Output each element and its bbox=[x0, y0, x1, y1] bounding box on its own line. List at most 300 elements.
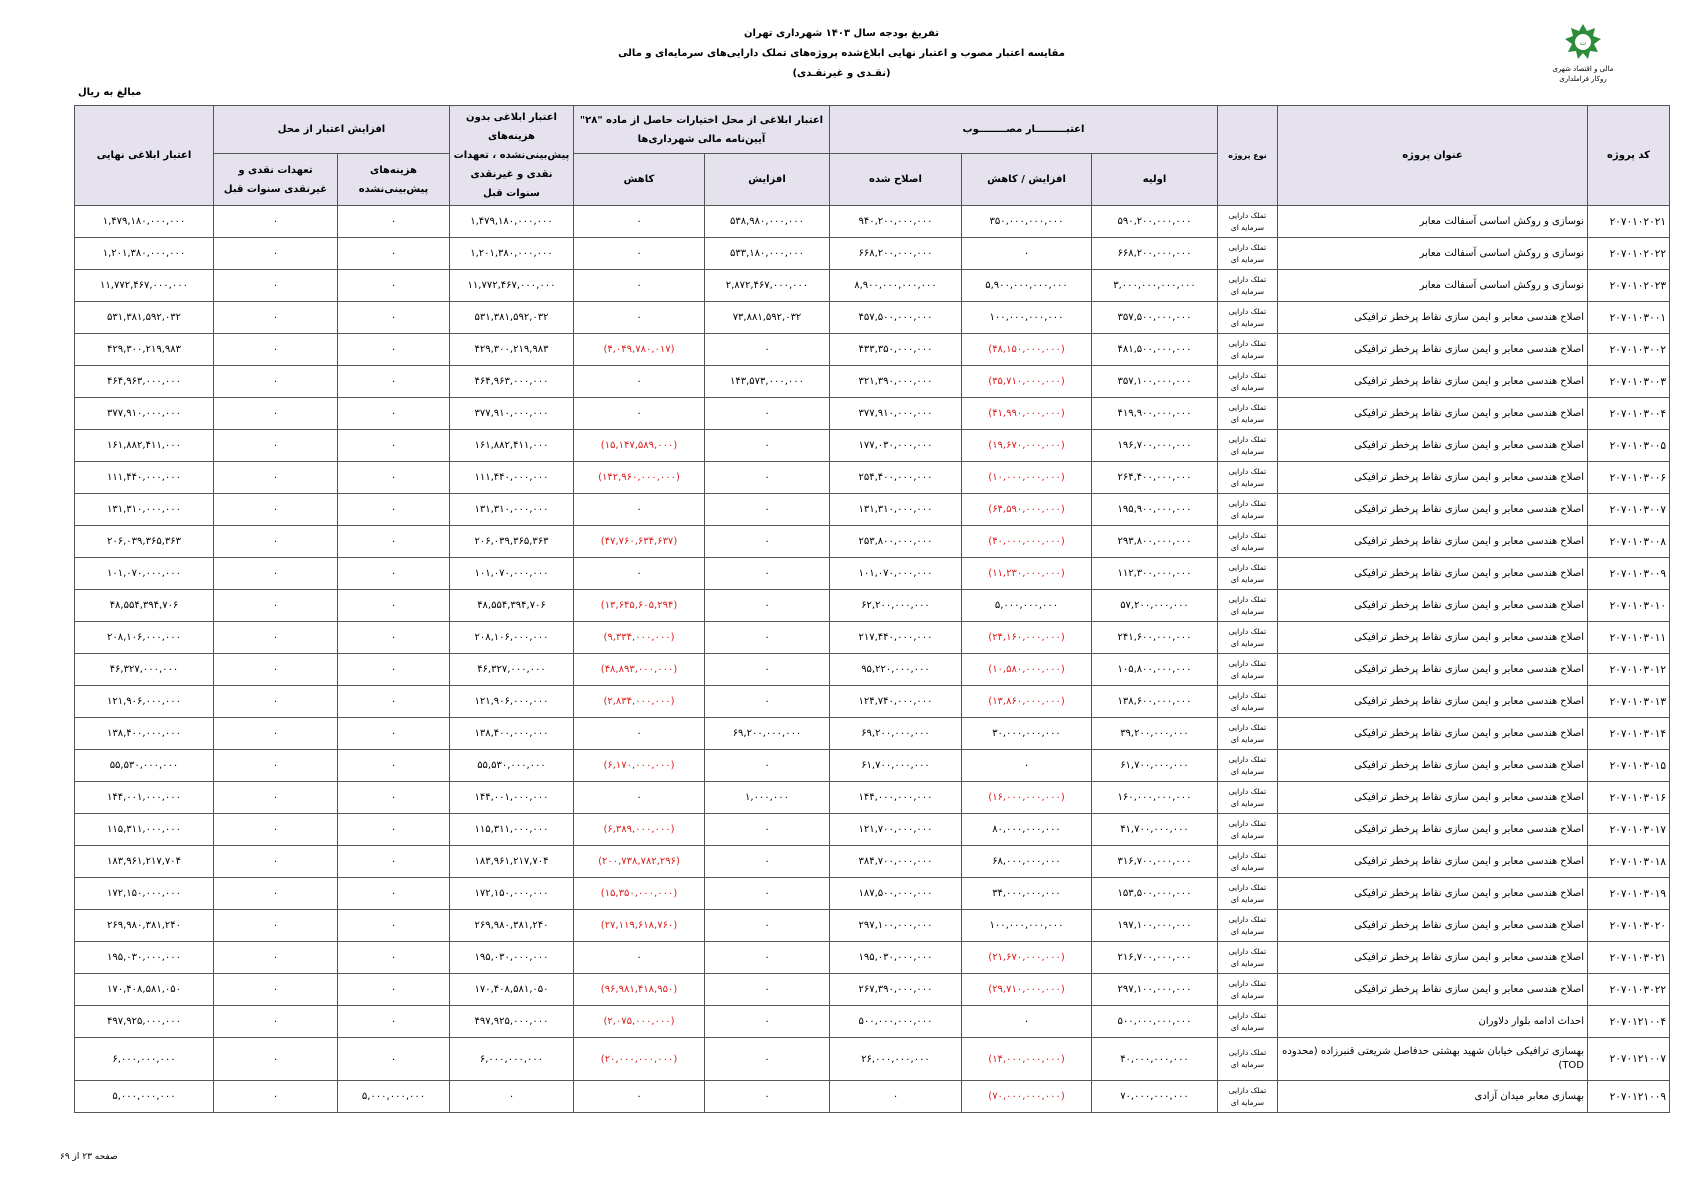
project-code-cell: ۲۰۷۰۱۲۱۰۰۷ bbox=[1588, 1038, 1670, 1081]
report-header bbox=[0, 24, 1683, 84]
header-revised: اصلاح شده bbox=[830, 154, 962, 206]
project-title-cell: اصلاح هندسی معابر و ایمن سازی نقاط پرخطر ترافیکی bbox=[1278, 398, 1588, 430]
unforeseen-costs-cell: ۰ bbox=[338, 910, 450, 942]
prior-commitments-cell: ۰ bbox=[214, 1038, 338, 1081]
initial-credit-cell: ۱۹۵,۹۰۰,۰۰۰,۰۰۰ bbox=[1092, 494, 1218, 526]
project-code-cell: ۲۰۷۰۱۰۳۰۱۲ bbox=[1588, 654, 1670, 686]
project-code-cell: ۲۰۷۰۱۰۳۰۲۰ bbox=[1588, 910, 1670, 942]
final-credit-cell: ۱۶۱,۸۸۲,۴۱۱,۰۰۰ bbox=[75, 430, 214, 462]
table-row bbox=[75, 238, 1670, 270]
notified-excluding-cell: ۱۳۱,۳۱۰,۰۰۰,۰۰۰ bbox=[450, 494, 574, 526]
unforeseen-costs-cell: ۰ bbox=[338, 366, 450, 398]
final-credit-cell: ۱۹۵,۰۳۰,۰۰۰,۰۰۰ bbox=[75, 942, 214, 974]
table-row bbox=[75, 366, 1670, 398]
notified-excluding-cell: ۵۵,۵۳۰,۰۰۰,۰۰۰ bbox=[450, 750, 574, 782]
project-title-cell: اصلاح هندسی معابر و ایمن سازی نقاط پرخطر ترافیکی bbox=[1278, 654, 1588, 686]
header-initial: اولیه bbox=[1092, 154, 1218, 206]
article28-increase-cell: ۰ bbox=[705, 814, 830, 846]
prior-commitments-cell: ۰ bbox=[214, 686, 338, 718]
project-title-cell: اصلاح هندسی معابر و ایمن سازی نقاط پرخطر ترافیکی bbox=[1278, 430, 1588, 462]
article28-increase-cell: ۰ bbox=[705, 878, 830, 910]
project-type-cell: تملک دارایی سرمایه ای bbox=[1218, 942, 1278, 974]
initial-credit-cell: ۳,۰۰۰,۰۰۰,۰۰۰,۰۰۰ bbox=[1092, 270, 1218, 302]
final-credit-cell: ۱۱۱,۴۴۰,۰۰۰,۰۰۰ bbox=[75, 462, 214, 494]
prior-commitments-cell: ۰ bbox=[214, 238, 338, 270]
article28-increase-cell: ۰ bbox=[705, 654, 830, 686]
revised-credit-cell: ۴۵۷,۵۰۰,۰۰۰,۰۰۰ bbox=[830, 302, 962, 334]
project-type-cell: تملک دارایی سرمایه ای bbox=[1218, 910, 1278, 942]
project-type-cell: تملک دارایی سرمایه ای bbox=[1218, 206, 1278, 238]
initial-credit-cell: ۳۵۷,۵۰۰,۰۰۰,۰۰۰ bbox=[1092, 302, 1218, 334]
final-credit-cell: ۱۸۳,۹۶۱,۲۱۷,۷۰۴ bbox=[75, 846, 214, 878]
project-code-cell: ۲۰۷۰۱۰۳۰۰۲ bbox=[1588, 334, 1670, 366]
project-type-cell: تملک دارایی سرمایه ای bbox=[1218, 590, 1278, 622]
notified-excluding-cell: ۱۱,۷۷۲,۴۶۷,۰۰۰,۰۰۰ bbox=[450, 270, 574, 302]
article28-increase-cell: ۰ bbox=[705, 910, 830, 942]
header-prior-commitments: تعهدات نقدی و غیرنقدی سنوات قبل bbox=[214, 154, 338, 206]
revised-credit-cell: ۱۸۷,۵۰۰,۰۰۰,۰۰۰ bbox=[830, 878, 962, 910]
prior-commitments-cell: ۰ bbox=[214, 334, 338, 366]
project-title-cell: نوسازی و روکش اساسی آسفالت معابر bbox=[1278, 270, 1588, 302]
change-credit-cell: ۵,۰۰۰,۰۰۰,۰۰۰ bbox=[962, 590, 1092, 622]
unforeseen-costs-cell: ۰ bbox=[338, 270, 450, 302]
notified-excluding-cell: ۴۶,۳۲۷,۰۰۰,۰۰۰ bbox=[450, 654, 574, 686]
article28-decrease-cell: ۰ bbox=[574, 782, 705, 814]
project-type-cell: تملک دارایی سرمایه ای bbox=[1218, 1038, 1278, 1081]
table-row bbox=[75, 622, 1670, 654]
project-code-cell: ۲۰۷۰۱۰۳۰۰۴ bbox=[1588, 398, 1670, 430]
prior-commitments-cell: ۰ bbox=[214, 718, 338, 750]
header-project-title: عنوان پروژه bbox=[1278, 106, 1588, 206]
project-type-cell: تملک دارایی سرمایه ای bbox=[1218, 654, 1278, 686]
article28-decrease-cell: (۹۶,۹۸۱,۴۱۸,۹۵۰) bbox=[574, 974, 705, 1006]
initial-credit-cell: ۱۳۸,۶۰۰,۰۰۰,۰۰۰ bbox=[1092, 686, 1218, 718]
project-title-cell: اصلاح هندسی معابر و ایمن سازی نقاط پرخطر ترافیکی bbox=[1278, 462, 1588, 494]
notified-excluding-cell: ۱۰۱,۰۷۰,۰۰۰,۰۰۰ bbox=[450, 558, 574, 590]
article28-decrease-cell: ۰ bbox=[574, 494, 705, 526]
final-credit-cell: ۴۲۹,۳۰۰,۲۱۹,۹۸۳ bbox=[75, 334, 214, 366]
prior-commitments-cell: ۰ bbox=[214, 526, 338, 558]
revised-credit-cell: ۲۵۴,۴۰۰,۰۰۰,۰۰۰ bbox=[830, 462, 962, 494]
initial-credit-cell: ۱۵۳,۵۰۰,۰۰۰,۰۰۰ bbox=[1092, 878, 1218, 910]
prior-commitments-cell: ۰ bbox=[214, 750, 338, 782]
unforeseen-costs-cell: ۰ bbox=[338, 526, 450, 558]
notified-excluding-cell: ۱۲۱,۹۰۶,۰۰۰,۰۰۰ bbox=[450, 686, 574, 718]
change-credit-cell: ۰ bbox=[962, 1006, 1092, 1038]
project-code-cell: ۲۰۷۰۱۰۳۰۰۶ bbox=[1588, 462, 1670, 494]
revised-credit-cell: ۱۴۴,۰۰۰,۰۰۰,۰۰۰ bbox=[830, 782, 962, 814]
unforeseen-costs-cell: ۰ bbox=[338, 974, 450, 1006]
prior-commitments-cell: ۰ bbox=[214, 974, 338, 1006]
project-type-cell: تملک دارایی سرمایه ای bbox=[1218, 430, 1278, 462]
article28-increase-cell: ۶۹,۲۰۰,۰۰۰,۰۰۰ bbox=[705, 718, 830, 750]
unforeseen-costs-cell: ۰ bbox=[338, 622, 450, 654]
article28-increase-cell: ۰ bbox=[705, 494, 830, 526]
project-type-cell: تملک دارایی سرمایه ای bbox=[1218, 622, 1278, 654]
article28-increase-cell: ۰ bbox=[705, 590, 830, 622]
project-title-cell: اصلاح هندسی معابر و ایمن سازی نقاط پرخطر ترافیکی bbox=[1278, 910, 1588, 942]
svg-text:ت: ت bbox=[1579, 39, 1587, 47]
change-credit-cell: (۱۰,۵۸۰,۰۰۰,۰۰۰) bbox=[962, 654, 1092, 686]
article28-decrease-cell: (۱۴۲,۹۶۰,۰۰۰,۰۰۰) bbox=[574, 462, 705, 494]
revised-credit-cell: ۳۸۴,۷۰۰,۰۰۰,۰۰۰ bbox=[830, 846, 962, 878]
project-code-cell: ۲۰۷۰۱۰۳۰۰۳ bbox=[1588, 366, 1670, 398]
unforeseen-costs-cell: ۰ bbox=[338, 558, 450, 590]
prior-commitments-cell: ۰ bbox=[214, 654, 338, 686]
notified-excluding-cell: ۲۰۸,۱۰۶,۰۰۰,۰۰۰ bbox=[450, 622, 574, 654]
article28-increase-cell: ۰ bbox=[705, 398, 830, 430]
project-code-cell: ۲۰۷۰۱۰۳۰۱۳ bbox=[1588, 686, 1670, 718]
initial-credit-cell: ۴۱۹,۹۰۰,۰۰۰,۰۰۰ bbox=[1092, 398, 1218, 430]
project-type-cell: تملک دارایی سرمایه ای bbox=[1218, 494, 1278, 526]
initial-credit-cell: ۱۰۵,۸۰۰,۰۰۰,۰۰۰ bbox=[1092, 654, 1218, 686]
final-credit-cell: ۱۰۱,۰۷۰,۰۰۰,۰۰۰ bbox=[75, 558, 214, 590]
revised-credit-cell: ۱۲۴,۷۴۰,۰۰۰,۰۰۰ bbox=[830, 686, 962, 718]
article28-decrease-cell: ۰ bbox=[574, 1081, 705, 1113]
change-credit-cell: ۳۰,۰۰۰,۰۰۰,۰۰۰ bbox=[962, 718, 1092, 750]
prior-commitments-cell: ۰ bbox=[214, 398, 338, 430]
prior-commitments-cell: ۰ bbox=[214, 622, 338, 654]
project-code-cell: ۲۰۷۰۱۰۳۰۱۸ bbox=[1588, 846, 1670, 878]
article28-increase-cell: ۰ bbox=[705, 526, 830, 558]
table-row bbox=[75, 334, 1670, 366]
table-row bbox=[75, 526, 1670, 558]
project-title-cell: اصلاح هندسی معابر و ایمن سازی نقاط پرخطر ترافیکی bbox=[1278, 782, 1588, 814]
revised-credit-cell: ۳۲۱,۳۹۰,۰۰۰,۰۰۰ bbox=[830, 366, 962, 398]
project-title-cell: اصلاح هندسی معابر و ایمن سازی نقاط پرخطر ترافیکی bbox=[1278, 558, 1588, 590]
revised-credit-cell: ۸,۹۰۰,۰۰۰,۰۰۰,۰۰۰ bbox=[830, 270, 962, 302]
article28-decrease-cell: ۰ bbox=[574, 398, 705, 430]
project-title-cell: اصلاح هندسی معابر و ایمن سازی نقاط پرخطر ترافیکی bbox=[1278, 494, 1588, 526]
project-type-cell: تملک دارایی سرمایه ای bbox=[1218, 238, 1278, 270]
header-approved-credit: اعتبـــــــــار مصــــــــوب bbox=[830, 106, 1218, 154]
project-type-cell: تملک دارایی سرمایه ای bbox=[1218, 334, 1278, 366]
final-credit-cell: ۱,۴۷۹,۱۸۰,۰۰۰,۰۰۰ bbox=[75, 206, 214, 238]
report-subtitle-cash: (نقـدی و غیرنقـدی) bbox=[792, 68, 891, 79]
report-subtitle: مقایسه اعتبار مصوب و اعتبار نهایی ابلاغ‌شده پروژه‌های تملک دارایی‌های سرمایه‌ای و مالی bbox=[618, 48, 1065, 59]
project-type-cell: تملک دارایی سرمایه ای bbox=[1218, 974, 1278, 1006]
change-credit-cell: ۰ bbox=[962, 238, 1092, 270]
notified-excluding-cell: ۳۷۷,۹۱۰,۰۰۰,۰۰۰ bbox=[450, 398, 574, 430]
header-final-credit: اعتبار ابلاغی نهایی bbox=[75, 106, 214, 206]
project-title-cell: اصلاح هندسی معابر و ایمن سازی نقاط پرخطر ترافیکی bbox=[1278, 750, 1588, 782]
initial-credit-cell: ۱۶۰,۰۰۰,۰۰۰,۰۰۰ bbox=[1092, 782, 1218, 814]
prior-commitments-cell: ۰ bbox=[214, 302, 338, 334]
prior-commitments-cell: ۰ bbox=[214, 558, 338, 590]
article28-increase-cell: ۰ bbox=[705, 846, 830, 878]
article28-increase-cell: ۵۳۳,۱۸۰,۰۰۰,۰۰۰ bbox=[705, 238, 830, 270]
change-credit-cell: ۶۸,۰۰۰,۰۰۰,۰۰۰ bbox=[962, 846, 1092, 878]
project-code-cell: ۲۰۷۰۱۰۳۰۰۷ bbox=[1588, 494, 1670, 526]
notified-excluding-cell: ۴۹۷,۹۲۵,۰۰۰,۰۰۰ bbox=[450, 1006, 574, 1038]
unforeseen-costs-cell: ۰ bbox=[338, 686, 450, 718]
project-code-cell: ۲۰۷۰۱۰۳۰۰۵ bbox=[1588, 430, 1670, 462]
header-decrease: کاهش bbox=[574, 154, 705, 206]
prior-commitments-cell: ۰ bbox=[214, 814, 338, 846]
unforeseen-costs-cell: ۵,۰۰۰,۰۰۰,۰۰۰ bbox=[338, 1081, 450, 1113]
article28-increase-cell: ۰ bbox=[705, 1038, 830, 1081]
change-credit-cell: (۱۳,۸۶۰,۰۰۰,۰۰۰) bbox=[962, 686, 1092, 718]
unforeseen-costs-cell: ۰ bbox=[338, 1038, 450, 1081]
unforeseen-costs-cell: ۰ bbox=[338, 398, 450, 430]
final-credit-cell: ۱۱۵,۳۱۱,۰۰۰,۰۰۰ bbox=[75, 814, 214, 846]
article28-decrease-cell: (۲,۸۳۴,۰۰۰,۰۰۰) bbox=[574, 686, 705, 718]
project-type-cell: تملک دارایی سرمایه ای bbox=[1218, 782, 1278, 814]
project-title-cell: اصلاح هندسی معابر و ایمن سازی نقاط پرخطر ترافیکی bbox=[1278, 878, 1588, 910]
table-row bbox=[75, 974, 1670, 1006]
change-credit-cell: (۷۰,۰۰۰,۰۰۰,۰۰۰) bbox=[962, 1081, 1092, 1113]
final-credit-cell: ۱۳۱,۳۱۰,۰۰۰,۰۰۰ bbox=[75, 494, 214, 526]
article28-decrease-cell: (۱۵,۱۴۷,۵۸۹,۰۰۰) bbox=[574, 430, 705, 462]
change-credit-cell: ۱۰۰,۰۰۰,۰۰۰,۰۰۰ bbox=[962, 910, 1092, 942]
revised-credit-cell: ۶۹,۲۰۰,۰۰۰,۰۰۰ bbox=[830, 718, 962, 750]
unforeseen-costs-cell: ۰ bbox=[338, 334, 450, 366]
table-row bbox=[75, 910, 1670, 942]
notified-excluding-cell: ۴۸,۵۵۴,۳۹۴,۷۰۶ bbox=[450, 590, 574, 622]
unforeseen-costs-cell: ۰ bbox=[338, 846, 450, 878]
project-title-cell: نوسازی و روکش اساسی آسفالت معابر bbox=[1278, 238, 1588, 270]
change-credit-cell: (۴۱,۹۹۰,۰۰۰,۰۰۰) bbox=[962, 398, 1092, 430]
unforeseen-costs-cell: ۰ bbox=[338, 814, 450, 846]
project-type-cell: تملک دارایی سرمایه ای bbox=[1218, 750, 1278, 782]
initial-credit-cell: ۲۴۱,۶۰۰,۰۰۰,۰۰۰ bbox=[1092, 622, 1218, 654]
project-code-cell: ۲۰۷۰۱۰۳۰۱۴ bbox=[1588, 718, 1670, 750]
final-credit-cell: ۴۶۴,۹۶۳,۰۰۰,۰۰۰ bbox=[75, 366, 214, 398]
project-title-cell: اصلاح هندسی معابر و ایمن سازی نقاط پرخطر ترافیکی bbox=[1278, 814, 1588, 846]
article28-decrease-cell: ۰ bbox=[574, 718, 705, 750]
header-project-code: کد پروژه bbox=[1588, 106, 1670, 206]
article28-increase-cell: ۰ bbox=[705, 622, 830, 654]
prior-commitments-cell: ۰ bbox=[214, 366, 338, 398]
initial-credit-cell: ۵۹۰,۲۰۰,۰۰۰,۰۰۰ bbox=[1092, 206, 1218, 238]
table-body bbox=[75, 206, 1670, 1113]
final-credit-cell: ۱۷۲,۱۵۰,۰۰۰,۰۰۰ bbox=[75, 878, 214, 910]
article28-decrease-cell: (۹,۳۳۴,۰۰۰,۰۰۰) bbox=[574, 622, 705, 654]
final-credit-cell: ۱۷۰,۴۰۸,۵۸۱,۰۵۰ bbox=[75, 974, 214, 1006]
article28-increase-cell: ۱,۰۰۰,۰۰۰ bbox=[705, 782, 830, 814]
notified-excluding-cell: ۱۴۴,۰۰۱,۰۰۰,۰۰۰ bbox=[450, 782, 574, 814]
change-credit-cell: (۱۹,۶۷۰,۰۰۰,۰۰۰) bbox=[962, 430, 1092, 462]
logo-text-line1: مالی و اقتصاد شهری bbox=[1552, 65, 1614, 73]
table-row bbox=[75, 878, 1670, 910]
article28-increase-cell: ۷۳,۸۸۱,۵۹۲,۰۳۲ bbox=[705, 302, 830, 334]
prior-commitments-cell: ۰ bbox=[214, 782, 338, 814]
revised-credit-cell: ۲۵۳,۸۰۰,۰۰۰,۰۰۰ bbox=[830, 526, 962, 558]
project-title-cell: اصلاح هندسی معابر و ایمن سازی نقاط پرخطر ترافیکی bbox=[1278, 334, 1588, 366]
initial-credit-cell: ۵۰۰,۰۰۰,۰۰۰,۰۰۰ bbox=[1092, 1006, 1218, 1038]
revised-credit-cell: ۴۳۳,۳۵۰,۰۰۰,۰۰۰ bbox=[830, 334, 962, 366]
unforeseen-costs-cell: ۰ bbox=[338, 878, 450, 910]
table-row bbox=[75, 1006, 1670, 1038]
initial-credit-cell: ۱۹۷,۱۰۰,۰۰۰,۰۰۰ bbox=[1092, 910, 1218, 942]
change-credit-cell: (۲۹,۷۱۰,۰۰۰,۰۰۰) bbox=[962, 974, 1092, 1006]
unforeseen-costs-cell: ۰ bbox=[338, 942, 450, 974]
unforeseen-costs-cell: ۰ bbox=[338, 462, 450, 494]
header-unforeseen: هزینه‌های پیش‌بینی‌نشده bbox=[338, 154, 450, 206]
unforeseen-costs-cell: ۰ bbox=[338, 654, 450, 686]
project-title-cell: بهسازی معابر میدان آزادی bbox=[1278, 1081, 1588, 1113]
project-code-cell: ۲۰۷۰۱۰۲۰۲۱ bbox=[1588, 206, 1670, 238]
project-title-cell: اصلاح هندسی معابر و ایمن سازی نقاط پرخطر ترافیکی bbox=[1278, 302, 1588, 334]
header-article28-credit: اعتبار ابلاغی از محل اختیارات حاصل از ماده "۲۸" آیین‌نامه مالی شهرداری‌ها bbox=[574, 106, 830, 154]
final-credit-cell: ۵۳۱,۳۸۱,۵۹۲,۰۳۲ bbox=[75, 302, 214, 334]
currency-unit-note: مبالغ به ریال bbox=[78, 87, 142, 98]
prior-commitments-cell: ۰ bbox=[214, 878, 338, 910]
project-title-cell: اصلاح هندسی معابر و ایمن سازی نقاط پرخطر ترافیکی bbox=[1278, 718, 1588, 750]
project-code-cell: ۲۰۷۰۱۰۳۰۱۱ bbox=[1588, 622, 1670, 654]
prior-commitments-cell: ۰ bbox=[214, 270, 338, 302]
project-type-cell: تملک دارایی سرمایه ای bbox=[1218, 1006, 1278, 1038]
article28-increase-cell: ۱۴۳,۵۷۳,۰۰۰,۰۰۰ bbox=[705, 366, 830, 398]
article28-decrease-cell: (۶,۳۸۹,۰۰۰,۰۰۰) bbox=[574, 814, 705, 846]
header-change: افزایش / کاهش bbox=[962, 154, 1092, 206]
prior-commitments-cell: ۰ bbox=[214, 1006, 338, 1038]
prior-commitments-cell: ۰ bbox=[214, 494, 338, 526]
article28-increase-cell: ۵۳۸,۹۸۰,۰۰۰,۰۰۰ bbox=[705, 206, 830, 238]
revised-credit-cell: ۲۱۷,۴۴۰,۰۰۰,۰۰۰ bbox=[830, 622, 962, 654]
table-row bbox=[75, 718, 1670, 750]
change-credit-cell: ۱۰۰,۰۰۰,۰۰۰,۰۰۰ bbox=[962, 302, 1092, 334]
article28-decrease-cell: ۰ bbox=[574, 942, 705, 974]
revised-credit-cell: ۱۲۱,۷۰۰,۰۰۰,۰۰۰ bbox=[830, 814, 962, 846]
initial-credit-cell: ۴۰,۰۰۰,۰۰۰,۰۰۰ bbox=[1092, 1038, 1218, 1081]
table-row bbox=[75, 590, 1670, 622]
project-title-cell: اصلاح هندسی معابر و ایمن سازی نقاط پرخطر ترافیکی bbox=[1278, 942, 1588, 974]
project-type-cell: تملک دارایی سرمایه ای bbox=[1218, 878, 1278, 910]
change-credit-cell: ۳۵۰,۰۰۰,۰۰۰,۰۰۰ bbox=[962, 206, 1092, 238]
table-row bbox=[75, 558, 1670, 590]
project-code-cell: ۲۰۷۰۱۰۳۰۱۷ bbox=[1588, 814, 1670, 846]
notified-excluding-cell: ۱۷۲,۱۵۰,۰۰۰,۰۰۰ bbox=[450, 878, 574, 910]
prior-commitments-cell: ۰ bbox=[214, 1081, 338, 1113]
article28-decrease-cell: (۲۷,۱۱۹,۶۱۸,۷۶۰) bbox=[574, 910, 705, 942]
table-row bbox=[75, 814, 1670, 846]
project-type-cell: تملک دارایی سرمایه ای bbox=[1218, 526, 1278, 558]
logo-text-line2: روکار فراملداری bbox=[1559, 75, 1607, 83]
project-code-cell: ۲۰۷۰۱۰۲۰۲۳ bbox=[1588, 270, 1670, 302]
revised-credit-cell: ۱۳۱,۳۱۰,۰۰۰,۰۰۰ bbox=[830, 494, 962, 526]
project-type-cell: تملک دارایی سرمایه ای bbox=[1218, 398, 1278, 430]
change-credit-cell: ۰ bbox=[962, 750, 1092, 782]
header-increase-from: افزایش اعتبار از محل bbox=[214, 106, 450, 154]
unforeseen-costs-cell: ۰ bbox=[338, 238, 450, 270]
change-credit-cell: (۱۴,۰۰۰,۰۰۰,۰۰۰) bbox=[962, 1038, 1092, 1081]
prior-commitments-cell: ۰ bbox=[214, 206, 338, 238]
final-credit-cell: ۵۵,۵۳۰,۰۰۰,۰۰۰ bbox=[75, 750, 214, 782]
article28-decrease-cell: (۲۰۰,۷۳۸,۷۸۲,۲۹۶) bbox=[574, 846, 705, 878]
article28-decrease-cell: (۴,۰۴۹,۷۸۰,۰۱۷) bbox=[574, 334, 705, 366]
project-title-cell: اصلاح هندسی معابر و ایمن سازی نقاط پرخطر ترافیکی bbox=[1278, 974, 1588, 1006]
article28-increase-cell: ۰ bbox=[705, 974, 830, 1006]
article28-decrease-cell: ۰ bbox=[574, 302, 705, 334]
header-increase: افزایش bbox=[705, 154, 830, 206]
article28-decrease-cell: (۶,۱۷۰,۰۰۰,۰۰۰) bbox=[574, 750, 705, 782]
table-row bbox=[75, 654, 1670, 686]
notified-excluding-cell: ۱۹۵,۰۳۰,۰۰۰,۰۰۰ bbox=[450, 942, 574, 974]
project-type-cell: تملک دارایی سرمایه ای bbox=[1218, 366, 1278, 398]
revised-credit-cell: ۲۶۷,۳۹۰,۰۰۰,۰۰۰ bbox=[830, 974, 962, 1006]
project-code-cell: ۲۰۷۰۱۰۳۰۱۹ bbox=[1588, 878, 1670, 910]
table-row bbox=[75, 302, 1670, 334]
notified-excluding-cell: ۵۳۱,۳۸۱,۵۹۲,۰۳۲ bbox=[450, 302, 574, 334]
revised-credit-cell: ۹۴۰,۲۰۰,۰۰۰,۰۰۰ bbox=[830, 206, 962, 238]
table-row bbox=[75, 494, 1670, 526]
revised-credit-cell: ۶۱,۷۰۰,۰۰۰,۰۰۰ bbox=[830, 750, 962, 782]
notified-excluding-cell: ۱,۲۰۱,۳۸۰,۰۰۰,۰۰۰ bbox=[450, 238, 574, 270]
prior-commitments-cell: ۰ bbox=[214, 590, 338, 622]
final-credit-cell: ۳۷۷,۹۱۰,۰۰۰,۰۰۰ bbox=[75, 398, 214, 430]
notified-excluding-cell: ۶,۰۰۰,۰۰۰,۰۰۰ bbox=[450, 1038, 574, 1081]
article28-decrease-cell: ۰ bbox=[574, 270, 705, 302]
revised-credit-cell: ۱۹۵,۰۳۰,۰۰۰,۰۰۰ bbox=[830, 942, 962, 974]
final-credit-cell: ۲۰۶,۰۳۹,۳۶۵,۳۶۳ bbox=[75, 526, 214, 558]
notified-excluding-cell: ۲۶۹,۹۸۰,۳۸۱,۲۴۰ bbox=[450, 910, 574, 942]
table-row bbox=[75, 846, 1670, 878]
revised-credit-cell: ۱۰۱,۰۷۰,۰۰۰,۰۰۰ bbox=[830, 558, 962, 590]
project-code-cell: ۲۰۷۰۱۰۳۰۱۵ bbox=[1588, 750, 1670, 782]
project-type-cell: تملک دارایی سرمایه ای bbox=[1218, 686, 1278, 718]
project-title-cell: اصلاح هندسی معابر و ایمن سازی نقاط پرخطر ترافیکی bbox=[1278, 686, 1588, 718]
project-type-cell: تملک دارایی سرمایه ای bbox=[1218, 462, 1278, 494]
table-row bbox=[75, 430, 1670, 462]
initial-credit-cell: ۱۱۲,۳۰۰,۰۰۰,۰۰۰ bbox=[1092, 558, 1218, 590]
table-row bbox=[75, 686, 1670, 718]
article28-decrease-cell: (۲,۰۷۵,۰۰۰,۰۰۰) bbox=[574, 1006, 705, 1038]
project-code-cell: ۲۰۷۰۱۰۳۰۰۱ bbox=[1588, 302, 1670, 334]
notified-excluding-cell: ۱۱۱,۴۴۰,۰۰۰,۰۰۰ bbox=[450, 462, 574, 494]
unforeseen-costs-cell: ۰ bbox=[338, 430, 450, 462]
project-type-cell: تملک دارایی سرمایه ای bbox=[1218, 270, 1278, 302]
header-project-type: نوع پروژه bbox=[1218, 106, 1278, 206]
notified-excluding-cell: ۱,۴۷۹,۱۸۰,۰۰۰,۰۰۰ bbox=[450, 206, 574, 238]
article28-increase-cell: ۰ bbox=[705, 942, 830, 974]
initial-credit-cell: ۵۷,۲۰۰,۰۰۰,۰۰۰ bbox=[1092, 590, 1218, 622]
project-type-cell: تملک دارایی سرمایه ای bbox=[1218, 814, 1278, 846]
change-credit-cell: (۴۸,۱۵۰,۰۰۰,۰۰۰) bbox=[962, 334, 1092, 366]
project-title-cell: اصلاح هندسی معابر و ایمن سازی نقاط پرخطر ترافیکی bbox=[1278, 590, 1588, 622]
change-credit-cell: ۵,۹۰۰,۰۰۰,۰۰۰,۰۰۰ bbox=[962, 270, 1092, 302]
project-code-cell: ۲۰۷۰۱۰۳۰۱۶ bbox=[1588, 782, 1670, 814]
change-credit-cell: (۶۴,۵۹۰,۰۰۰,۰۰۰) bbox=[962, 494, 1092, 526]
final-credit-cell: ۱۴۴,۰۰۱,۰۰۰,۰۰۰ bbox=[75, 782, 214, 814]
initial-credit-cell: ۳۹,۲۰۰,۰۰۰,۰۰۰ bbox=[1092, 718, 1218, 750]
initial-credit-cell: ۴۸۱,۵۰۰,۰۰۰,۰۰۰ bbox=[1092, 334, 1218, 366]
final-credit-cell: ۱۲۱,۹۰۶,۰۰۰,۰۰۰ bbox=[75, 686, 214, 718]
revised-credit-cell: ۵۰۰,۰۰۰,۰۰۰,۰۰۰ bbox=[830, 1006, 962, 1038]
prior-commitments-cell: ۰ bbox=[214, 430, 338, 462]
article28-increase-cell: ۲,۸۷۲,۴۶۷,۰۰۰,۰۰۰ bbox=[705, 270, 830, 302]
unforeseen-costs-cell: ۰ bbox=[338, 302, 450, 334]
unforeseen-costs-cell: ۰ bbox=[338, 782, 450, 814]
initial-credit-cell: ۶۱,۷۰۰,۰۰۰,۰۰۰ bbox=[1092, 750, 1218, 782]
article28-increase-cell: ۰ bbox=[705, 1081, 830, 1113]
notified-excluding-cell: ۱۱۵,۳۱۱,۰۰۰,۰۰۰ bbox=[450, 814, 574, 846]
change-credit-cell: ۸۰,۰۰۰,۰۰۰,۰۰۰ bbox=[962, 814, 1092, 846]
page-number: صفحه ۲۳ از ۶۹ bbox=[60, 1152, 118, 1162]
header-notified-excluding: اعتبار ابلاغی بدون هزینه‌های پیش‌بینی‌نشده ، تعهدات نقدی و غیرنقدی سنوات قبل bbox=[450, 106, 574, 206]
initial-credit-cell: ۷۰,۰۰۰,۰۰۰,۰۰۰ bbox=[1092, 1081, 1218, 1113]
table-row bbox=[75, 462, 1670, 494]
revised-credit-cell: ۲۶,۰۰۰,۰۰۰,۰۰۰ bbox=[830, 1038, 962, 1081]
article28-decrease-cell: ۰ bbox=[574, 366, 705, 398]
project-title-cell: اصلاح هندسی معابر و ایمن سازی نقاط پرخطر ترافیکی bbox=[1278, 846, 1588, 878]
table-row bbox=[75, 1081, 1670, 1113]
revised-credit-cell: ۲۹۷,۱۰۰,۰۰۰,۰۰۰ bbox=[830, 910, 962, 942]
article28-decrease-cell: (۱۳,۶۴۵,۶۰۵,۲۹۴) bbox=[574, 590, 705, 622]
change-credit-cell: (۱۱,۲۳۰,۰۰۰,۰۰۰) bbox=[962, 558, 1092, 590]
article28-increase-cell: ۰ bbox=[705, 430, 830, 462]
project-code-cell: ۲۰۷۰۱۰۳۰۲۱ bbox=[1588, 942, 1670, 974]
